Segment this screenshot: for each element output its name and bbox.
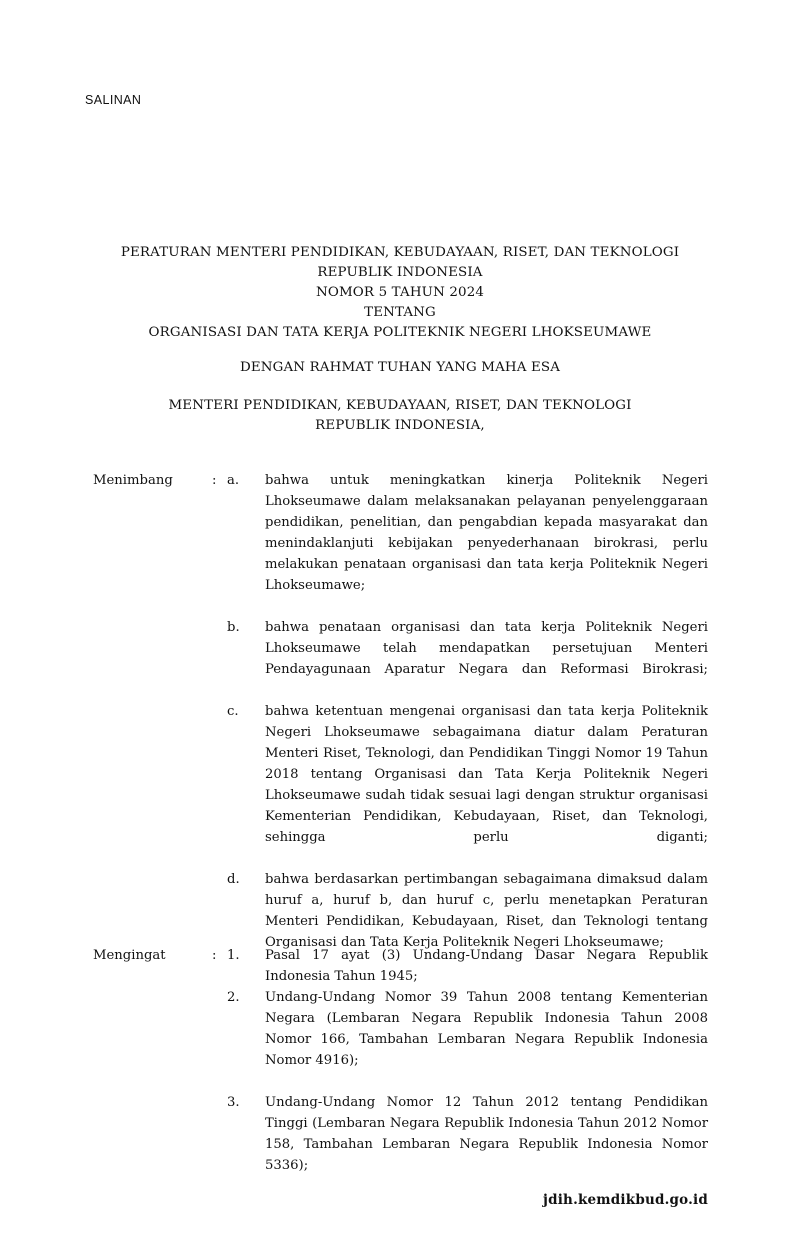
title-line-number: NOMOR 5 TAHUN 2024: [315, 285, 485, 300]
authority-line-2: REPUBLIK INDONESIA,: [315, 418, 485, 433]
authority-line-1: MENTERI PENDIDIKAN, KEBUDAYAAN, RISET, DAN TEKNOLOGI: [168, 398, 632, 413]
issuing-authority-block: [70, 396, 730, 436]
clause-colon: :: [212, 948, 217, 963]
item-marker: 2.: [227, 990, 240, 1005]
copy-stamp: SALINAN: [85, 93, 142, 107]
item-text: Pasal 17 ayat (3) Undang-Undang Dasar Negara Republik Indonesia Tahun 1945;: [265, 948, 708, 984]
title-line-1: PERATURAN MENTERI PENDIDIKAN, KEBUDAYAAN, RISET, DAN TEKNOLOGI: [120, 245, 680, 260]
regulation-title-block: [70, 243, 730, 343]
list-item: [93, 617, 708, 701]
clause-item-list: [93, 617, 708, 953]
item-text: bahwa berdasarkan pertimbangan sebagaimana dimaksud dalam huruf a, huruf b, dan huruf c, perlu menetapkan Peraturan Menteri Pendidikan, Kebudayaan, Riset, dan Teknologi tentang Organisasi dan Tata Kerja Politeknik Negeri Lhokseumawe;: [265, 872, 708, 950]
item-marker: c.: [227, 704, 239, 719]
clause-label: Menimbang: [93, 473, 173, 488]
clause-menimbang: [93, 470, 708, 953]
clause-label: Mengingat: [93, 948, 166, 963]
item-text: Undang-Undang Nomor 12 Tahun 2012 tentang Pendidikan Tinggi (Lembaran Negara Republik Indonesia Tahun 2012 Nomor 158, Tambahan Lembaran Negara Republik Indonesia Nomor 5336);: [265, 1095, 708, 1173]
title-line-tentang: TENTANG: [364, 305, 436, 320]
footer-watermark: jdih.kemdikbud.go.id: [543, 1192, 708, 1208]
list-item: [93, 987, 708, 1071]
item-marker: 3.: [227, 1095, 240, 1110]
clause-colon: :: [212, 473, 217, 488]
list-item: [93, 1092, 708, 1176]
list-item: [93, 701, 708, 869]
clause-item-list: [93, 987, 708, 1176]
item-marker: a.: [227, 473, 240, 488]
list-item: [93, 945, 708, 987]
clause-header: [93, 470, 708, 617]
title-line-subject: ORGANISASI DAN TATA KERJA POLITEKNIK NEGERI LHOKSEUMAWE: [148, 325, 652, 340]
item-text: bahwa ketentuan mengenai organisasi dan tata kerja Politeknik Negeri Lhokseumawe sebagaimana diatur dalam Peraturan Menteri Riset, Teknologi, dan Pendidikan Tinggi Nomor 19 Tahun 2018 tentang Organisasi dan Tata Kerja Politeknik Negeri Lhokseumawe sudah tidak sesuai lagi dengan struktur organisasi Kementerian Pendidikan, Kebudayaan, Riset, dan Teknologi, sehingga perlu diganti;: [265, 704, 708, 845]
title-line-2: REPUBLIK INDONESIA: [317, 265, 483, 280]
clause-header: [93, 945, 708, 987]
item-text: Undang-Undang Nomor 39 Tahun 2008 tentang Kementerian Negara (Lembaran Negara Republik Indonesia Tahun 2008 Nomor 166, Tambahan Lembaran Negara Republik Indonesia Nomor 4916);: [265, 990, 708, 1068]
clause-mengingat: [93, 945, 708, 1176]
list-item: [93, 470, 708, 617]
list-item: [93, 869, 708, 953]
item-marker: d.: [227, 872, 240, 887]
item-text: bahwa penataan organisasi dan tata kerja Politeknik Negeri Lhokseumawe telah mendapatkan persetujuan Menteri Pendayagunaan Aparatur Negara dan Reformasi Birokrasi;: [265, 620, 708, 677]
item-marker: 1.: [227, 948, 240, 963]
blessing-line: DENGAN RAHMAT TUHAN YANG MAHA ESA: [239, 360, 561, 375]
item-marker: b.: [227, 620, 240, 635]
item-text: bahwa untuk meningkatkan kinerja Politeknik Negeri Lhokseumawe dalam melaksanakan pelayanan penyelenggaraan pendidikan, penelitian, dan pengabdian kepada masyarakat dan menindaklanjuti kebijakan penyederhanaan birokrasi, perlu melakukan penataan organisasi dan tata kerja Politeknik Negeri Lhokseumawe;: [265, 473, 708, 593]
